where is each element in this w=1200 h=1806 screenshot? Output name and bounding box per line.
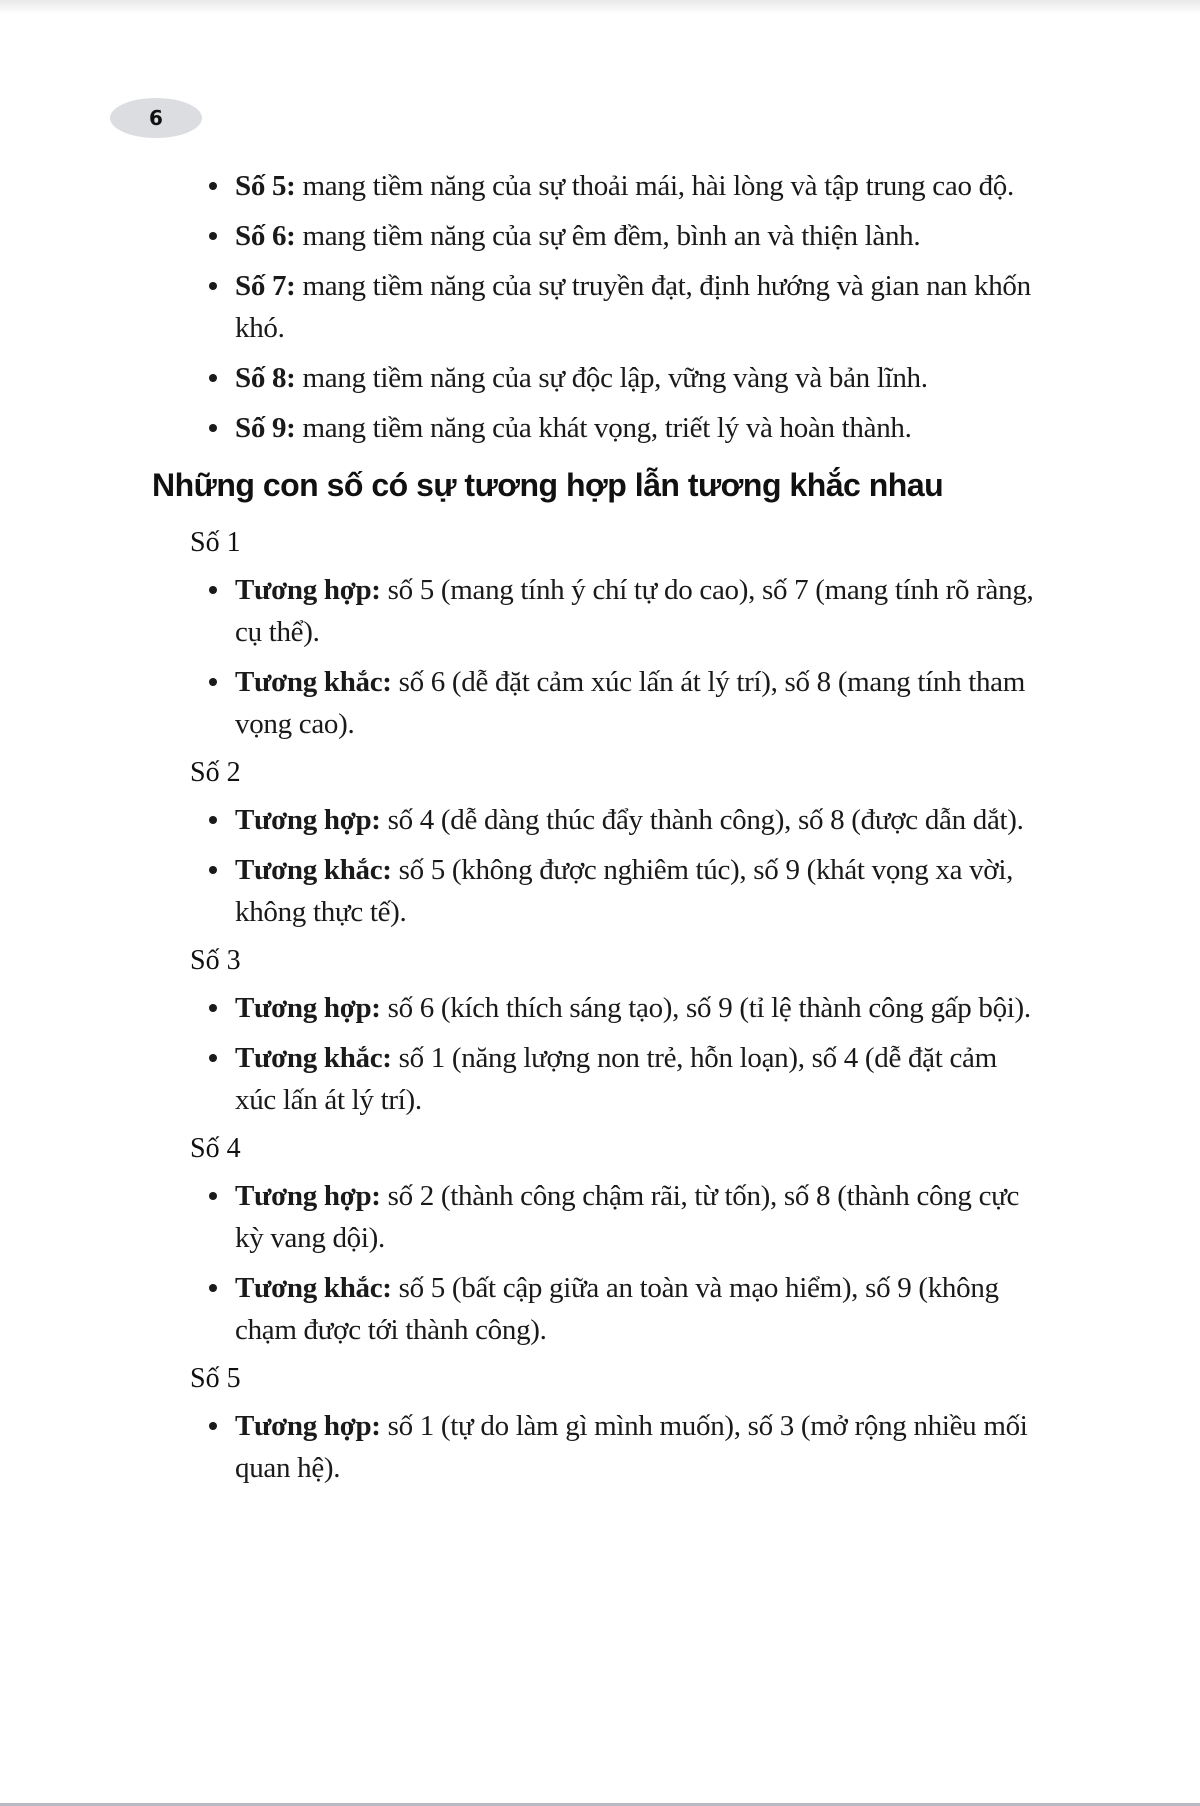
item-text: số 6 (dễ đặt cảm xúc lấn át lý trí), số 8 (mang tính tham vọng cao). [235, 666, 1026, 740]
item-text: mang tiềm năng của sự truyền đạt, định hướng và gian nan khốn khó. [235, 270, 1031, 344]
item-text: số 1 (tự do làm gì mình muốn), số 3 (mở rộng nhiều mối quan hệ). [235, 1410, 1028, 1484]
list-item [235, 1405, 1040, 1489]
item-text: số 5 (mang tính ý chí tự do cao), số 7 (mang tính rõ ràng, cụ thể). [235, 574, 1034, 648]
item-text: mang tiềm năng của khát vọng, triết lý và hoàn thành. [295, 412, 912, 444]
item-label: Số 9: [235, 412, 296, 444]
group-number-2 [0, 753, 1200, 933]
compatibility-list [0, 569, 1040, 745]
list-item [235, 849, 1040, 933]
item-text: mang tiềm năng của sự thoải mái, hài lòng và tập trung cao độ. [295, 170, 1014, 202]
item-text: số 1 (năng lượng non trẻ, hỗn loạn), số 4 (dễ đặt cảm xúc lấn át lý trí). [235, 1042, 997, 1116]
item-label: Tương hợp: [235, 1410, 381, 1442]
compatibility-list [0, 987, 1040, 1121]
list-item [235, 215, 1040, 257]
top-edge-shadow [0, 0, 1200, 14]
item-label: Số 8: [235, 362, 296, 394]
item-label: Tương khắc: [235, 666, 392, 698]
list-item [235, 987, 1040, 1029]
item-text: số 4 (dễ dàng thúc đẩy thành công), số 8 (được dẫn dắt). [380, 804, 1024, 836]
list-item [235, 1267, 1040, 1351]
list-item [235, 1175, 1040, 1259]
list-item [235, 407, 1040, 449]
item-label: Số 7: [235, 270, 296, 302]
group-title: Số 3 [190, 945, 241, 976]
list-item [235, 357, 1040, 399]
group-number-1 [0, 523, 1200, 745]
page-content [0, 165, 1200, 1497]
item-text: số 5 (không được nghiêm túc), số 9 (khát vọng xa vời, không thực tế). [235, 854, 1014, 928]
group-title: Số 4 [190, 1133, 241, 1164]
item-label: Tương hợp: [235, 1180, 381, 1212]
list-item [235, 1037, 1040, 1121]
group-title: Số 1 [190, 527, 241, 558]
item-label: Tương khắc: [235, 854, 392, 886]
item-label: Tương khắc: [235, 1042, 392, 1074]
group-title: Số 2 [190, 757, 241, 788]
group-number-4 [0, 1129, 1200, 1351]
item-text: số 5 (bất cập giữa an toàn và mạo hiểm), số 9 (không chạm được tới thành công). [235, 1272, 999, 1346]
item-label: Số 5: [235, 170, 296, 202]
group-title: Số 5 [190, 1363, 241, 1394]
page-number-badge [110, 98, 202, 138]
group-number-5 [0, 1359, 1200, 1489]
compatibility-list [0, 1405, 1040, 1489]
compatibility-list [0, 799, 1040, 933]
item-text: mang tiềm năng của sự độc lập, vững vàng và bản lĩnh. [295, 362, 928, 394]
item-label: Tương hợp: [235, 992, 381, 1024]
section-heading: Những con số có sự tương hợp lẫn tương khắc nhau [152, 467, 944, 503]
page-number: 6 [149, 106, 163, 130]
item-label: Tương hợp: [235, 574, 381, 606]
list-item [235, 265, 1040, 349]
item-text: số 2 (thành công chậm rãi, từ tốn), số 8 (thành công cực kỳ vang dội). [235, 1180, 1020, 1254]
item-text: mang tiềm năng của sự êm đềm, bình an và thiện lành. [295, 220, 921, 252]
item-label: Số 6: [235, 220, 296, 252]
list-item [235, 661, 1040, 745]
list-item [235, 569, 1040, 653]
item-label: Tương khắc: [235, 1272, 392, 1304]
item-text: số 6 (kích thích sáng tạo), số 9 (tỉ lệ thành công gấp bội). [380, 992, 1031, 1024]
item-label: Tương hợp: [235, 804, 381, 836]
group-number-3 [0, 941, 1200, 1121]
number-meaning-list [0, 165, 1040, 449]
compatibility-list [0, 1175, 1040, 1351]
list-item [235, 165, 1040, 207]
list-item [235, 799, 1040, 841]
